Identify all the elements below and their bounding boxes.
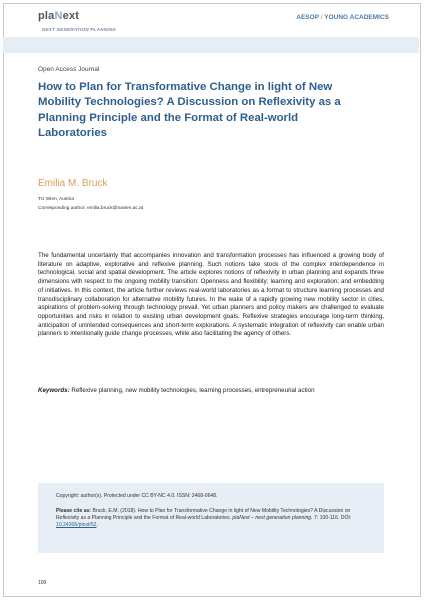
author-affiliation: TU Wien, Austria bbox=[38, 197, 74, 202]
keywords bbox=[38, 387, 384, 396]
abstract-text: The fundamental uncertainty that accompanies innovation and transformation processes has influenced a growing body of literature on adaptive, explorative and reflexive planning. Such notions take stock of the complex interdependence in technological, social and spatial development. The article explores notions of reflexivity in urban planning and expands three dimensions with respect to the ongoing mobility transition: Openness and flexibility; learning and exploration; and embedding of initiatives. In this context, the article further reviews real-world laboratories as a format to structure learning processes and transdisciplinary collaboration for alternative mobility futures. In the wake of a rapidly growing new mobility sector in cities, aspirations of problem-solving through technology prevail. Yet urban planners and policy makers are challenged to evaluate opportunities and risks in relation to existing urban development goals. Reflexive strategies encourage long-term thinking, anticipation of unintended consequences and short-term explorations. A systematic integration of reflexivity can enable urban planners to intentionally guide change processes, while also facilitating the agency of others. bbox=[38, 252, 384, 338]
keywords-label: Keywords: bbox=[38, 387, 70, 394]
doi-link[interactable]: 10.24306/plnxt/52 bbox=[56, 521, 97, 528]
logo-tagline: NEXT GENERATION PLANNING bbox=[42, 27, 116, 32]
page-number: 100 bbox=[38, 580, 47, 586]
citation-text: Please cite as: Bruck, E.M. (2018). How to Plan for Transformative Change in light of New Mobility Technologies? A Discussion on Reflexivity as a Planning Principle and the Format of Real-world Laboratories. plaNext – next generation planning. 7: 100-116. DOI: 10.24306/plnxt/52. bbox=[56, 508, 352, 528]
header-band bbox=[3, 37, 419, 53]
corresponding-author: Corresponding author: emilia.bruck@tuwien.ac.at bbox=[38, 206, 144, 211]
keywords-text: Reflexive planning, new mobility technologies, learning processes, entrepreneurial action bbox=[71, 387, 315, 394]
publisher-label: AESOP / YOUNG ACADEMICS bbox=[296, 14, 389, 21]
copyright-notice: Copyright: author(s). Protected under CC BY-NC 4.0. ISSN: 2468-0648. bbox=[56, 493, 218, 499]
article-title: How to Plan for Transformative Change in light of New Mobility Technologies? A Discussion on Reflexivity as a Planning Principle and the Format of Real-world Laboratories bbox=[38, 81, 341, 140]
author-name: Emilia M. Bruck bbox=[38, 178, 108, 189]
journal-logo: plaNext bbox=[38, 10, 80, 22]
journal-type-label: Open Access Journal bbox=[38, 66, 100, 73]
